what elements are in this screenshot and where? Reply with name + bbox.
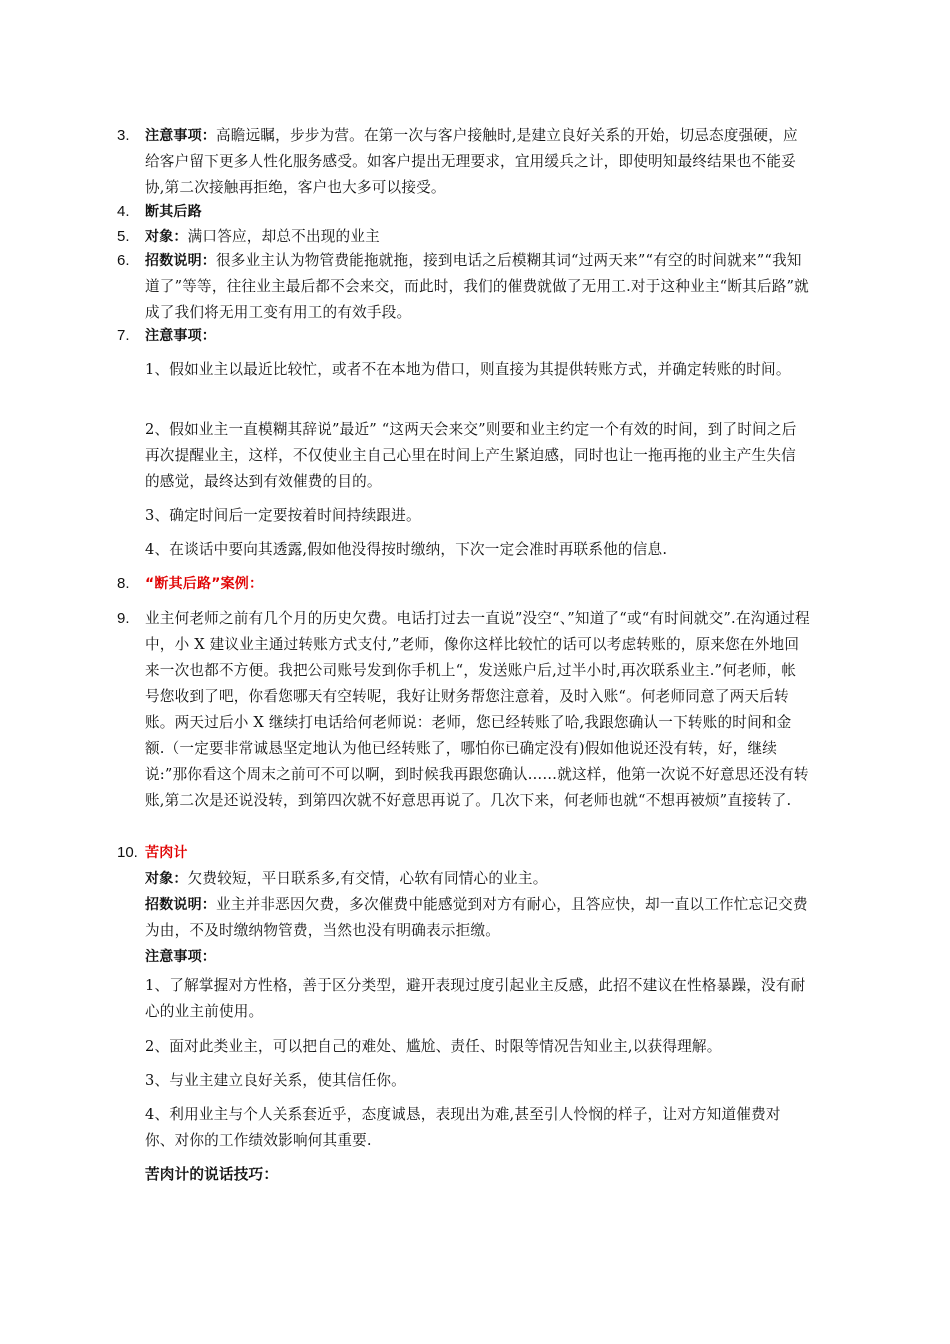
item-text: 欠费较短，平日联系多,有交情，心软有同情心的业主。 xyxy=(187,870,548,887)
note-paragraph: 1、假如业主以最近比较忙，或者不在本地为借口，则直接为其提供转账方式，并确定转账的时间。 xyxy=(145,361,791,378)
item-label: 招数说明： xyxy=(145,897,216,913)
section-title: 苦肉计 xyxy=(145,845,188,861)
list-item-body xyxy=(145,840,810,970)
list-item-body xyxy=(145,199,810,225)
item-text: 高瞻远瞩，步步为营。在第一次与客户接触时,是建立良好关系的开始，切忌态度强硬，应给客户留下更多人性化服务感受。如客户提出无理要求，宜用缓兵之计，即使明知最终结果也不能妥协,第二次接触再拒绝，客户也大多可以接受。 xyxy=(145,127,798,196)
note-paragraph: 2、面对此类业主，可以把自己的难处、尴尬、责任、时限等情况告知业主,以获得理解。 xyxy=(145,1038,722,1055)
note-paragraph: 3、与业主建立良好关系，使其信任你。 xyxy=(145,1072,406,1089)
list-item-body xyxy=(145,248,810,326)
list-item-body xyxy=(145,323,810,349)
item-text: 业主并非恶因欠费，多次催费中能感觉到对方有耐心，且答应快，却一直以工作忙忘记交费为由，不及时缴纳物管费，当然也没有明确表示拒缴。 xyxy=(145,896,808,939)
list-item-body xyxy=(145,224,810,250)
item-label: 注意事项： xyxy=(145,128,216,144)
case-text: 业主何老师之前有几个月的历史欠费。电话打过去一直说”没空“、”知道了“或“有时间就交”.在沟通过程中，小 X 建议业主通过转账方式支付,”老师，像你这样比较忙的话可以考虑转账的，原来您在外地回来一次也都不方便。我把公司账号发到你手机上“，发送账户后,过半小时,再次联系业主.”何老师，帐号您收到了吧，你看您哪天有空转呢，我好让财务帮您注意着，及时入账“。何老师同意了两天后转账。两天过后小 X 继续打电话给何老师说：老师，您已经转账了哈,我跟您确认一下转账的时间和金额.（一定要非常诚恳坚定地认为他已经转账了，哪怕你已确定没有)假如他说还没有转，好，继续说:”那你看这个周末之前可不可以啊，到时候我再跟您确认……就这样，他第一次说不好意思还没有转账,第二次是还说没转，到第四次就不好意思再说了。几次下来，何老师也就“不想再被烦”直接转了. xyxy=(145,610,810,809)
note-paragraph: 4、在谈话中要向其透露,假如他没得按时缴纳，下次一定会准时再联系他的信息. xyxy=(145,541,668,558)
item-text: 很多业主认为物管费能拖就拖，接到电话之后模糊其词“过两天来”“有空的时间就来”“我知道了”等等，往往业主最后都不会来交，而此时，我们的催费就做了无用工.对于这种业主“断其后路”就成了我们将无用工变有用工的有效手段。 xyxy=(145,252,809,321)
case-heading: “断其后路”案例： xyxy=(145,576,264,592)
list-number: 5. xyxy=(117,228,130,245)
note-paragraph: 2、假如业主一直模糊其辞说”最近” “这两天会来交”则要和业主约定一个有效的时间，到了时间之后再次提醒业主，这样，不仅使业主自己心里在时间上产生紧迫感，同时也让一拖再拖的业主产生失信的感觉，最终达到有效催费的目的。 xyxy=(145,421,797,490)
item-label: 断其后路 xyxy=(145,204,202,220)
list-number: 9. xyxy=(117,610,130,627)
list-number: 10. xyxy=(117,844,138,861)
item-text: 满口答应，却总不出现的业主 xyxy=(187,228,380,245)
item-label: 对象： xyxy=(145,871,188,887)
list-number: 4. xyxy=(117,203,130,220)
list-item-body xyxy=(145,571,810,597)
list-number: 8. xyxy=(117,575,130,592)
list-number: 6. xyxy=(117,252,130,269)
list-number: 3. xyxy=(117,127,130,144)
item-label: 对象： xyxy=(145,229,188,245)
note-paragraph: 4、利用业主与个人关系套近乎，态度诚恳，表现出为难,甚至引人怜悯的样子，让对方知道催费对你、对你的工作绩效影响何其重要. xyxy=(145,1106,781,1149)
list-item-body xyxy=(145,123,810,201)
item-label: 注意事项： xyxy=(145,328,216,344)
item-label: 招数说明： xyxy=(145,253,216,269)
item-label: 注意事项： xyxy=(145,949,216,965)
note-paragraph: 3、确定时间后一定要按着时间持续跟进。 xyxy=(145,507,421,524)
note-paragraph: 1、了解掌握对方性格，善于区分类型，避开表现过度引起业主反感，此招不建议在性格暴躁，没有耐心的业主前使用。 xyxy=(145,977,806,1020)
closing-heading: 苦肉计的说话技巧： xyxy=(145,1166,279,1183)
list-number: 7. xyxy=(117,327,130,344)
